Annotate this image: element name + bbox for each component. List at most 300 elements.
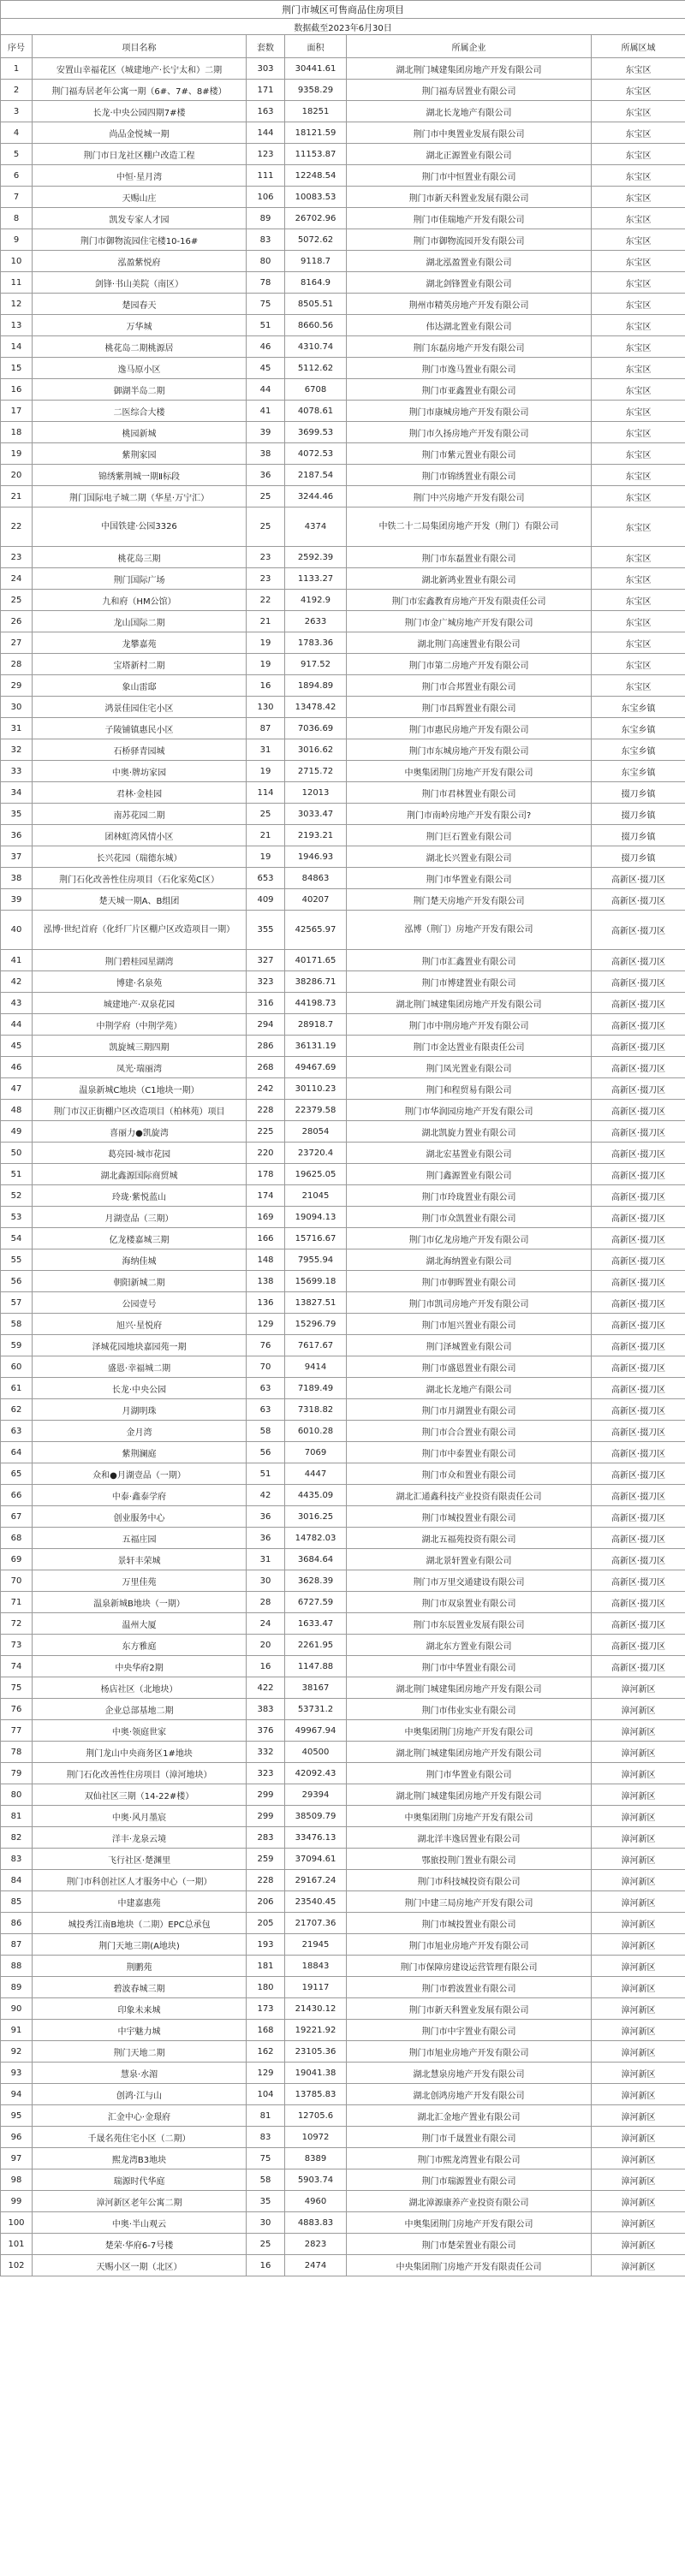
unit-count: 42: [247, 1485, 285, 1506]
row-index: 51: [1, 1164, 33, 1185]
floor-area: 4192.9: [285, 590, 347, 611]
row-index: 22: [1, 507, 33, 547]
floor-area: 38509.79: [285, 1806, 347, 1827]
floor-area: 53731.2: [285, 1699, 347, 1720]
project-name: 碧波春城三期: [33, 1977, 247, 1998]
region: 东宝区: [592, 590, 685, 611]
project-name: 石桥驿青园城: [33, 739, 247, 761]
company-name: 荆门市金达置业有限责任公司: [347, 1036, 592, 1057]
company-name: 湖北海纳置业有限公司: [347, 1249, 592, 1271]
table-row: [1, 1549, 685, 1570]
region: 东宝区: [592, 568, 685, 590]
company-name: 荆门市朝晖置业有限公司: [347, 1271, 592, 1292]
company-name: 湖北荆门城建集团房地产开发有限公司: [347, 1742, 592, 1763]
row-index: 53: [1, 1207, 33, 1228]
region: 漳河新区: [592, 1998, 685, 2020]
unit-count: 75: [247, 294, 285, 315]
unit-count: 83: [247, 229, 285, 251]
region: 高新区·掇刀区: [592, 1078, 685, 1100]
row-index: 60: [1, 1356, 33, 1378]
table-row: [1, 1913, 685, 1934]
project-name: 宝塔新村二期: [33, 654, 247, 675]
row-index: 21: [1, 486, 33, 507]
unit-count: 129: [247, 2063, 285, 2084]
row-index: 33: [1, 761, 33, 782]
table-row: [1, 1249, 685, 1271]
unit-count: 83: [247, 2127, 285, 2148]
table-row: [1, 251, 685, 272]
project-name: 飞行社区·楚渊里: [33, 1849, 247, 1870]
table-row: [1, 1078, 685, 1100]
row-index: 93: [1, 2063, 33, 2084]
row-index: 97: [1, 2148, 33, 2169]
floor-area: 2715.72: [285, 761, 347, 782]
project-name: 金月湾: [33, 1421, 247, 1442]
company-name: 荆门楚天房地产开发有限公司: [347, 889, 592, 911]
table-body: [1, 58, 685, 2276]
floor-area: 30110.23: [285, 1078, 347, 1100]
row-index: 78: [1, 1742, 33, 1763]
floor-area: 4078.61: [285, 401, 347, 422]
floor-area: 7189.49: [285, 1378, 347, 1399]
floor-area: 12013: [285, 782, 347, 804]
floor-area: 84863: [285, 868, 347, 889]
unit-count: 409: [247, 889, 285, 911]
company-name: 荆门市城投置业有限公司: [347, 1913, 592, 1934]
project-name: 龙攀嘉苑: [33, 632, 247, 654]
region: 漳河新区: [592, 2084, 685, 2105]
row-index: 25: [1, 590, 33, 611]
table-row: [1, 1528, 685, 1549]
unit-count: 286: [247, 1036, 285, 1057]
floor-area: 40207: [285, 889, 347, 911]
row-index: 61: [1, 1378, 33, 1399]
project-name: 象山雷邸: [33, 675, 247, 697]
unit-count: 299: [247, 1806, 285, 1827]
project-name: 中国铁建·公园3326: [33, 507, 247, 547]
floor-area: 5112.62: [285, 358, 347, 379]
table-row: [1, 1763, 685, 1784]
region: 东宝区: [592, 632, 685, 654]
region: 东宝乡镇: [592, 718, 685, 739]
region: 东宝区: [592, 379, 685, 401]
company-name: 湖北新鸿业置业有限公司: [347, 568, 592, 590]
project-name: 九和府（HM公馆）: [33, 590, 247, 611]
company-name: 荆门市保障房建设运营管理有限公司: [347, 1956, 592, 1977]
unit-count: 75: [247, 2148, 285, 2169]
table-row: [1, 507, 685, 547]
region: 东宝区: [592, 101, 685, 122]
region: 漳河新区: [592, 2234, 685, 2255]
floor-area: 21045: [285, 1185, 347, 1207]
table-row: [1, 825, 685, 846]
project-name: 凯旋城三期四期: [33, 1036, 247, 1057]
table-row: [1, 1143, 685, 1164]
project-name: 长龙·中央公园四期7#楼: [33, 101, 247, 122]
project-name: 东方雅庭: [33, 1635, 247, 1656]
floor-area: 19117: [285, 1977, 347, 1998]
floor-area: 13785.83: [285, 2084, 347, 2105]
unit-count: 31: [247, 739, 285, 761]
company-name: 荆门市第二房地产开发有限公司: [347, 654, 592, 675]
unit-count: 23: [247, 547, 285, 568]
region: 漳河新区: [592, 1742, 685, 1763]
company-name: 荆门市瑞源置业有限公司: [347, 2169, 592, 2191]
project-name: 楚荣·华府6-7号楼: [33, 2234, 247, 2255]
company-name: 荆门凤光置业有限公司: [347, 1057, 592, 1078]
unit-count: 323: [247, 1763, 285, 1784]
row-index: 31: [1, 718, 33, 739]
row-index: 12: [1, 294, 33, 315]
company-name: 荆门市凯司房地产开发有限公司: [347, 1292, 592, 1314]
company-name: 湖北汇金地产置业有限公司: [347, 2105, 592, 2127]
table-row: [1, 1784, 685, 1806]
company-name: 荆门市久扬房地产开发有限公司: [347, 422, 592, 443]
floor-area: 29394: [285, 1784, 347, 1806]
unit-count: 46: [247, 336, 285, 358]
floor-area: 2261.95: [285, 1635, 347, 1656]
unit-count: 242: [247, 1078, 285, 1100]
row-index: 87: [1, 1934, 33, 1956]
company-name: 荆门市中荆房地产开发有限公司: [347, 1014, 592, 1036]
region: 高新区·掇刀区: [592, 1314, 685, 1335]
region: 高新区·掇刀区: [592, 1164, 685, 1185]
region: 高新区·掇刀区: [592, 1292, 685, 1314]
row-index: 46: [1, 1057, 33, 1078]
row-index: 47: [1, 1078, 33, 1100]
unit-count: 22: [247, 590, 285, 611]
floor-area: 18843: [285, 1956, 347, 1977]
unit-count: 106: [247, 187, 285, 208]
table-row: [1, 1399, 685, 1421]
floor-area: 21707.36: [285, 1913, 347, 1934]
unit-count: 21: [247, 825, 285, 846]
table-row: [1, 675, 685, 697]
project-name: 桃花岛三期: [33, 547, 247, 568]
company-name: 荆门市金广城房地产开发有限公司: [347, 611, 592, 632]
unit-count: 136: [247, 1292, 285, 1314]
region: 漳河新区: [592, 2148, 685, 2169]
project-name: 荆门福寿居老年公寓一期（6#、7#、8#楼）: [33, 80, 247, 101]
project-name: 中奥·风月墨宸: [33, 1806, 247, 1827]
floor-area: 4435.09: [285, 1485, 347, 1506]
table-row: [1, 315, 685, 336]
floor-area: 8164.9: [285, 272, 347, 294]
table-row: [1, 144, 685, 165]
header-region: 所属区域: [592, 35, 685, 58]
project-name: 瑞源时代华庭: [33, 2169, 247, 2191]
project-name: 洋丰·龙泉云境: [33, 1827, 247, 1849]
project-name: 荆门市日龙社区棚户改造工程: [33, 144, 247, 165]
row-index: 80: [1, 1784, 33, 1806]
row-index: 35: [1, 804, 33, 825]
project-name: 荆门石化改善性住房项目（石化家苑C区）: [33, 868, 247, 889]
company-name: 荆门巨石置业有限公司: [347, 825, 592, 846]
floor-area: 6727.59: [285, 1592, 347, 1613]
row-index: 45: [1, 1036, 33, 1057]
table-row: [1, 1485, 685, 1506]
region: 高新区·掇刀区: [592, 1100, 685, 1121]
project-name: 中奥·领庭世家: [33, 1720, 247, 1742]
company-name: 荆门市双泉置业有限公司: [347, 1592, 592, 1613]
table-row: [1, 58, 685, 80]
company-name: 荆门中建三局房地产开发有限公司: [347, 1891, 592, 1913]
company-name: 荆门市华置业有限公司: [347, 1763, 592, 1784]
project-name: 龙山国际二期: [33, 611, 247, 632]
unit-count: 294: [247, 1014, 285, 1036]
row-index: 40: [1, 911, 33, 950]
table-row: [1, 911, 685, 950]
region: 东宝乡镇: [592, 739, 685, 761]
table-row: [1, 422, 685, 443]
table-row: [1, 1207, 685, 1228]
company-name: 荆门市博建置业有限公司: [347, 971, 592, 993]
company-name: 荆门市华润园房地产开发有限公司: [347, 1100, 592, 1121]
project-name: 博建·名泉苑: [33, 971, 247, 993]
project-name: 温泉新城B地块（一期）: [33, 1592, 247, 1613]
region: 高新区·掇刀区: [592, 911, 685, 950]
unit-count: 16: [247, 1656, 285, 1677]
unit-count: 163: [247, 101, 285, 122]
project-name: 泽城花园地块嘉园苑一期: [33, 1335, 247, 1356]
company-name: 湖北慧泉房地产开发有限公司: [347, 2063, 592, 2084]
unit-count: 225: [247, 1121, 285, 1143]
row-index: 84: [1, 1870, 33, 1891]
table-row: [1, 272, 685, 294]
row-index: 79: [1, 1763, 33, 1784]
unit-count: 316: [247, 993, 285, 1014]
row-index: 26: [1, 611, 33, 632]
project-name: 安置山幸福花区（城建地产·长宁太和）二期: [33, 58, 247, 80]
region: 高新区·掇刀区: [592, 971, 685, 993]
region: 漳河新区: [592, 2127, 685, 2148]
row-index: 56: [1, 1271, 33, 1292]
project-name: 凯发专家人才园: [33, 208, 247, 229]
row-index: 3: [1, 101, 33, 122]
region: 漳河新区: [592, 1763, 685, 1784]
floor-area: 1633.47: [285, 1613, 347, 1635]
table-row: [1, 1100, 685, 1121]
unit-count: 303: [247, 58, 285, 80]
row-index: 55: [1, 1249, 33, 1271]
floor-area: 23720.4: [285, 1143, 347, 1164]
region: 漳河新区: [592, 2169, 685, 2191]
floor-area: 2823: [285, 2234, 347, 2255]
region: 高新区·掇刀区: [592, 1549, 685, 1570]
project-name: 长兴花园（瑞德东城）: [33, 846, 247, 868]
row-index: 88: [1, 1956, 33, 1977]
region: 漳河新区: [592, 1849, 685, 1870]
company-name: 荆门市宏鑫教育房地产开发有限责任公司: [347, 590, 592, 611]
company-name: 湖北荆门城建集团房地产开发有限公司: [347, 1784, 592, 1806]
company-name: 荆门市康城房地产开发有限公司: [347, 401, 592, 422]
row-index: 102: [1, 2255, 33, 2276]
row-index: 27: [1, 632, 33, 654]
unit-count: 259: [247, 1849, 285, 1870]
region: 东宝区: [592, 251, 685, 272]
table-row: [1, 632, 685, 654]
floor-area: 12248.54: [285, 165, 347, 187]
unit-count: 148: [247, 1249, 285, 1271]
floor-area: 2633: [285, 611, 347, 632]
unit-count: 16: [247, 675, 285, 697]
project-name: 盛恩·幸福城二期: [33, 1356, 247, 1378]
floor-area: 2474: [285, 2255, 347, 2276]
table-row: [1, 2041, 685, 2063]
project-name: 旭兴·星悦府: [33, 1314, 247, 1335]
row-index: 75: [1, 1677, 33, 1699]
table-row: [1, 1121, 685, 1143]
region: 东宝区: [592, 486, 685, 507]
company-name: 湖北正源置业有限公司: [347, 144, 592, 165]
row-index: 82: [1, 1827, 33, 1849]
region: 东宝区: [592, 272, 685, 294]
region: 高新区·掇刀区: [592, 1249, 685, 1271]
region: 掇刀乡镇: [592, 804, 685, 825]
floor-area: 7955.94: [285, 1249, 347, 1271]
table-row: [1, 1806, 685, 1827]
unit-count: 19: [247, 654, 285, 675]
table-row: [1, 1463, 685, 1485]
company-name: 荆门市华置业有限公司: [347, 868, 592, 889]
row-index: 95: [1, 2105, 33, 2127]
unit-count: 87: [247, 718, 285, 739]
row-index: 49: [1, 1121, 33, 1143]
row-index: 30: [1, 697, 33, 718]
table-row: [1, 2020, 685, 2041]
floor-area: 3628.39: [285, 1570, 347, 1592]
unit-count: 355: [247, 911, 285, 950]
table-row: [1, 1870, 685, 1891]
project-name: 桃花岛二期桃源居: [33, 336, 247, 358]
row-index: 77: [1, 1720, 33, 1742]
row-index: 2: [1, 80, 33, 101]
unit-count: 111: [247, 165, 285, 187]
table-row: [1, 1849, 685, 1870]
unit-count: 80: [247, 251, 285, 272]
company-name: 荆门市伟业实业有限公司: [347, 1699, 592, 1720]
company-name: 荆门市逸马置业有限公司: [347, 358, 592, 379]
company-name: 荆门市旭兴置业有限公司: [347, 1314, 592, 1335]
project-name: 紫荆澜庭: [33, 1442, 247, 1463]
company-name: 荆门市中泰置业有限公司: [347, 1442, 592, 1463]
floor-area: 4310.74: [285, 336, 347, 358]
floor-area: 7069: [285, 1442, 347, 1463]
unit-count: 144: [247, 122, 285, 144]
region: 漳河新区: [592, 1956, 685, 1977]
unit-count: 138: [247, 1271, 285, 1292]
row-index: 65: [1, 1463, 33, 1485]
region: 高新区·掇刀区: [592, 1463, 685, 1485]
project-name: 熙龙湾B3地块: [33, 2148, 247, 2169]
floor-area: 1147.88: [285, 1656, 347, 1677]
company-name: 湖北创鸿房地产开发有限公司: [347, 2084, 592, 2105]
row-index: 85: [1, 1891, 33, 1913]
table-row: [1, 590, 685, 611]
project-name: 泓盈紫悦府: [33, 251, 247, 272]
unit-count: 31: [247, 1549, 285, 1570]
unit-count: 228: [247, 1100, 285, 1121]
floor-area: 4072.53: [285, 443, 347, 465]
region: 高新区·掇刀区: [592, 1228, 685, 1249]
region: 高新区·掇刀区: [592, 1613, 685, 1635]
unit-count: 70: [247, 1356, 285, 1378]
company-name: 湖北景轩置业有限公司: [347, 1549, 592, 1570]
row-index: 94: [1, 2084, 33, 2105]
project-name: 葛亮园·城市花园: [33, 1143, 247, 1164]
company-name: 荆门市东磊置业有限公司: [347, 547, 592, 568]
unit-count: 130: [247, 697, 285, 718]
company-name: 荆门市千晟置业有限公司: [347, 2127, 592, 2148]
row-index: 63: [1, 1421, 33, 1442]
company-name: 荆门市君林置业有限公司: [347, 782, 592, 804]
table-row: [1, 1613, 685, 1635]
project-name: 逸马原小区: [33, 358, 247, 379]
company-name: 荆门市惠民房地产开发有限公司: [347, 718, 592, 739]
floor-area: 33476.13: [285, 1827, 347, 1849]
company-name: 湖北宏基置业有限公司: [347, 1143, 592, 1164]
project-name: 慧泉·水湄: [33, 2063, 247, 2084]
row-index: 74: [1, 1656, 33, 1677]
company-name: 荆门市东城房地产开发有限公司: [347, 739, 592, 761]
company-name: 湖北荆门城建集团房地产开发有限公司: [347, 993, 592, 1014]
project-name: 荆门国际广场: [33, 568, 247, 590]
company-name: 荆门市御物流园开发有限公司: [347, 229, 592, 251]
region: 高新区·掇刀区: [592, 950, 685, 971]
table-row: [1, 1934, 685, 1956]
unit-count: 123: [247, 144, 285, 165]
project-name: 万华城: [33, 315, 247, 336]
table-row: [1, 358, 685, 379]
row-index: 91: [1, 2020, 33, 2041]
region: 高新区·掇刀区: [592, 993, 685, 1014]
region: 高新区·掇刀区: [592, 1570, 685, 1592]
table-row: [1, 379, 685, 401]
floor-area: 6010.28: [285, 1421, 347, 1442]
row-index: 5: [1, 144, 33, 165]
table-row: [1, 1185, 685, 1207]
company-name: 荆门市月湖置业有限公司: [347, 1399, 592, 1421]
unit-count: 19: [247, 846, 285, 868]
region: 东宝区: [592, 58, 685, 80]
project-name: 中建嘉惠苑: [33, 1891, 247, 1913]
region: 东宝区: [592, 208, 685, 229]
project-name: 温泉新城C地块（C1地块一期）: [33, 1078, 247, 1100]
company-name: 伟达湖北置业有限公司: [347, 315, 592, 336]
row-index: 11: [1, 272, 33, 294]
project-name: 中央华府2期: [33, 1656, 247, 1677]
floor-area: 23540.45: [285, 1891, 347, 1913]
row-index: 29: [1, 675, 33, 697]
company-name: 荆门市亚鑫置业有限公司: [347, 379, 592, 401]
floor-area: 49967.94: [285, 1720, 347, 1742]
project-name: 桃园新城: [33, 422, 247, 443]
unit-count: 76: [247, 1335, 285, 1356]
row-index: 90: [1, 1998, 33, 2020]
region: 东宝区: [592, 422, 685, 443]
project-name: 万里佳苑: [33, 1570, 247, 1592]
table-row: [1, 101, 685, 122]
floor-area: 9118.7: [285, 251, 347, 272]
region: 东宝区: [592, 165, 685, 187]
unit-count: 63: [247, 1378, 285, 1399]
project-name: 御湖半岛二期: [33, 379, 247, 401]
row-index: 89: [1, 1977, 33, 1998]
floor-area: 18121.59: [285, 122, 347, 144]
unit-count: 25: [247, 507, 285, 547]
floor-area: 8505.51: [285, 294, 347, 315]
unit-count: 24: [247, 1613, 285, 1635]
